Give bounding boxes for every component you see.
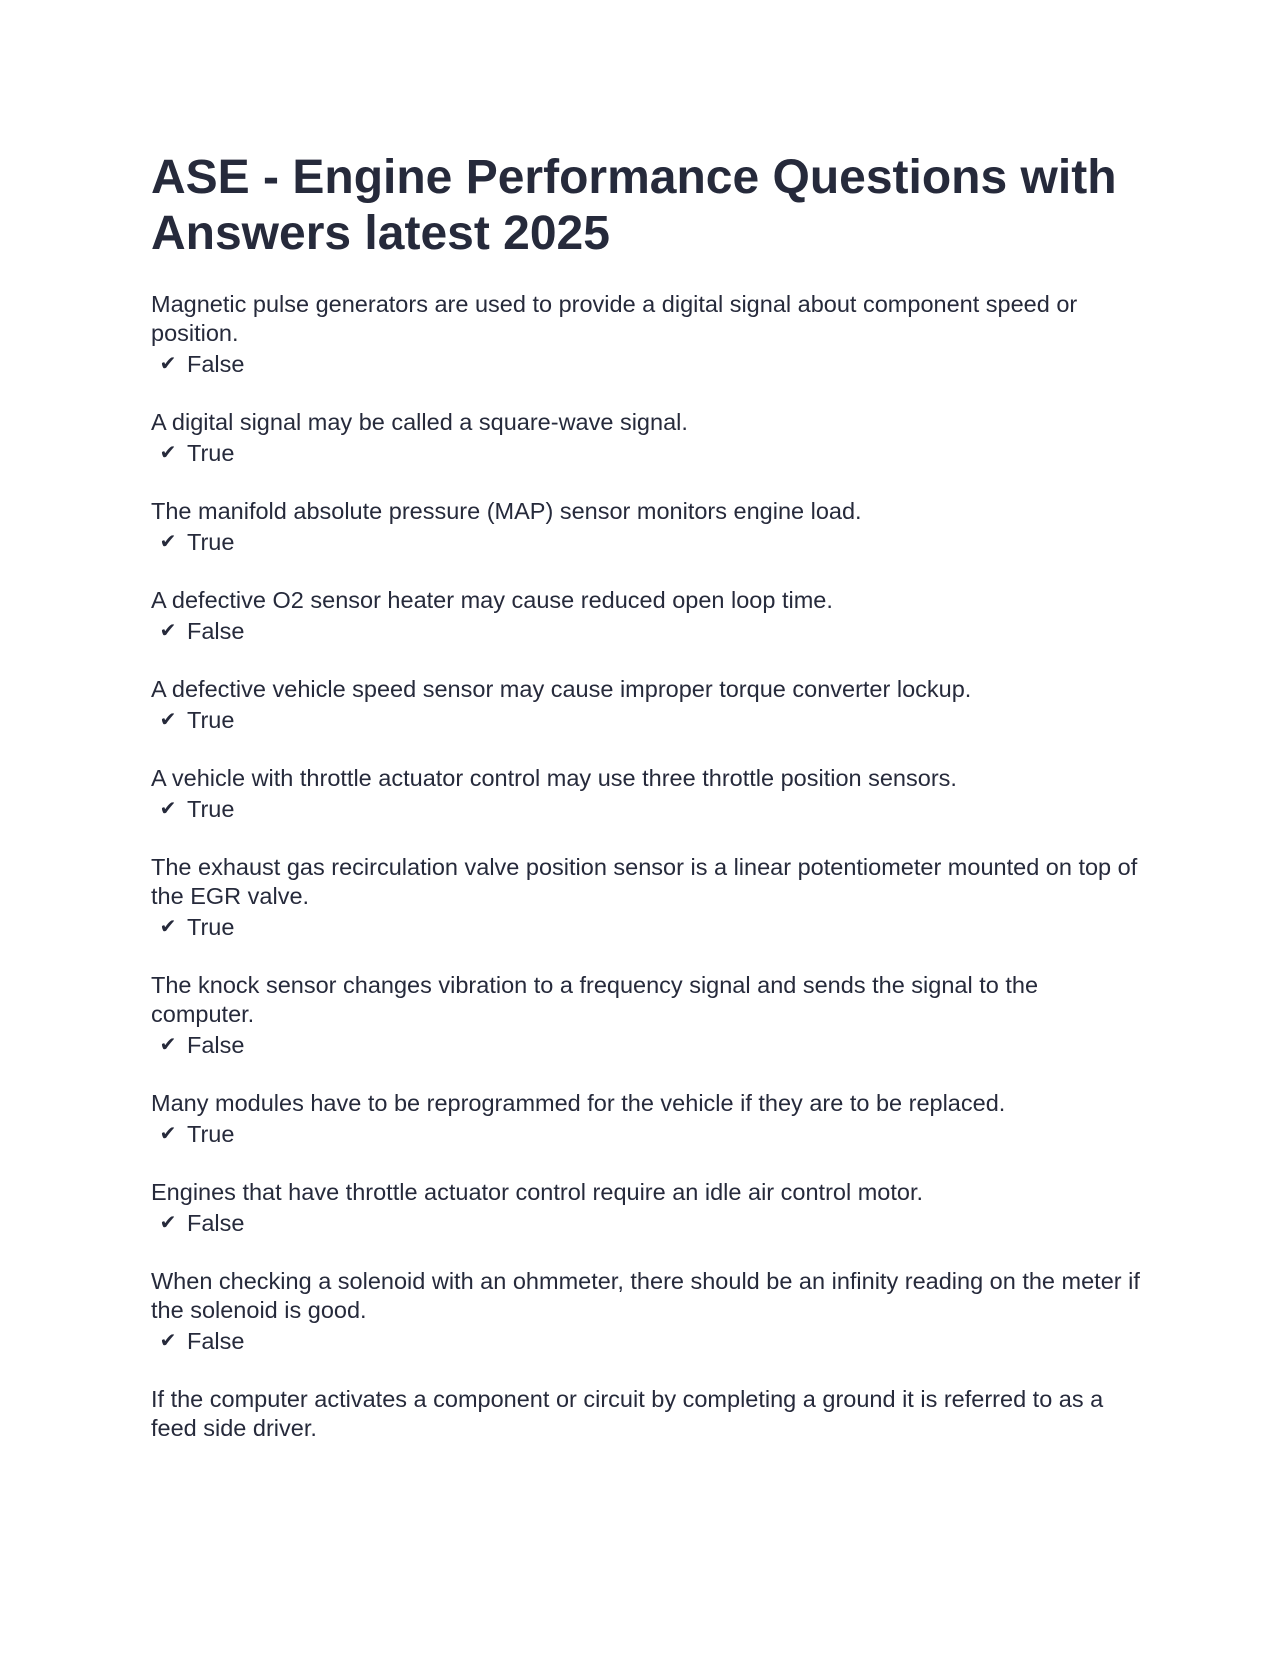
- answer-row: [151, 793, 1141, 825]
- answer-row: [151, 911, 1141, 943]
- answer-text: False: [187, 1032, 245, 1058]
- checkmark-icon: ✔: [159, 1330, 177, 1352]
- checkmark-icon: ✔: [159, 1212, 177, 1234]
- checkmark-icon: ✔: [159, 916, 177, 938]
- answer-text: False: [187, 351, 245, 377]
- answer-row: [151, 704, 1141, 736]
- checkmark-icon: ✔: [159, 798, 177, 820]
- question-text: A defective vehicle speed sensor may cause improper torque converter lockup.: [151, 676, 972, 702]
- question-item: [151, 290, 1141, 380]
- answer-row: [151, 348, 1141, 380]
- answer-row: [151, 1207, 1141, 1239]
- answer-row: [151, 437, 1141, 469]
- answer-text: False: [187, 618, 245, 644]
- checkmark-icon: ✔: [159, 442, 177, 464]
- question-text: Many modules have to be reprogrammed for the vehicle if they are to be replaced.: [151, 1090, 1006, 1116]
- question-text: The knock sensor changes vibration to a frequency signal and sends the signal to the computer.: [151, 972, 1039, 1027]
- question-item: [151, 1178, 1141, 1239]
- answer-text: True: [187, 1121, 235, 1147]
- question-text: When checking a solenoid with an ohmmeter, there should be an infinity reading on the meter if the solenoid is good.: [151, 1268, 1140, 1323]
- question-item: [151, 853, 1141, 943]
- answer-row: [151, 615, 1141, 647]
- question-text: If the computer activates a component or circuit by completing a ground it is referred to as a feed side driver.: [151, 1386, 1104, 1441]
- answer-text: True: [187, 529, 235, 555]
- checkmark-icon: ✔: [159, 620, 177, 642]
- checkmark-icon: ✔: [159, 1034, 177, 1056]
- question-item: [151, 497, 1141, 558]
- question-item: [151, 1267, 1141, 1357]
- question-item: [151, 764, 1141, 825]
- question-text: Engines that have throttle actuator control require an idle air control motor.: [151, 1179, 924, 1205]
- question-item: [151, 1089, 1141, 1150]
- answer-row: [151, 526, 1141, 558]
- question-item: [151, 971, 1141, 1061]
- page-title: ASE - Engine Performance Questions with Answers latest 2025: [151, 151, 1117, 260]
- question-text: A vehicle with throttle actuator control may use three throttle position sensors.: [151, 765, 957, 791]
- checkmark-icon: ✔: [159, 709, 177, 731]
- question-list: [151, 290, 1141, 1443]
- answer-row: [151, 1325, 1141, 1357]
- answer-text: False: [187, 1210, 245, 1236]
- question-item: [151, 408, 1141, 469]
- question-item: [151, 1385, 1141, 1443]
- question-item: [151, 586, 1141, 647]
- answer-text: True: [187, 914, 235, 940]
- answer-text: True: [187, 707, 235, 733]
- answer-row: [151, 1029, 1141, 1061]
- answer-text: True: [187, 440, 235, 466]
- checkmark-icon: ✔: [159, 531, 177, 553]
- question-text: The exhaust gas recirculation valve position sensor is a linear potentiometer mounted on top of the EGR valve.: [151, 854, 1138, 909]
- question-text: Magnetic pulse generators are used to provide a digital signal about component speed or position.: [151, 291, 1078, 346]
- document-page: [151, 150, 1141, 1471]
- question-item: [151, 675, 1141, 736]
- question-text: The manifold absolute pressure (MAP) sensor monitors engine load.: [151, 498, 862, 524]
- question-text: A defective O2 sensor heater may cause reduced open loop time.: [151, 587, 833, 613]
- answer-text: False: [187, 1328, 245, 1354]
- answer-text: True: [187, 796, 235, 822]
- checkmark-icon: ✔: [159, 1123, 177, 1145]
- checkmark-icon: ✔: [159, 353, 177, 375]
- answer-row: [151, 1118, 1141, 1150]
- question-text: A digital signal may be called a square-wave signal.: [151, 409, 688, 435]
